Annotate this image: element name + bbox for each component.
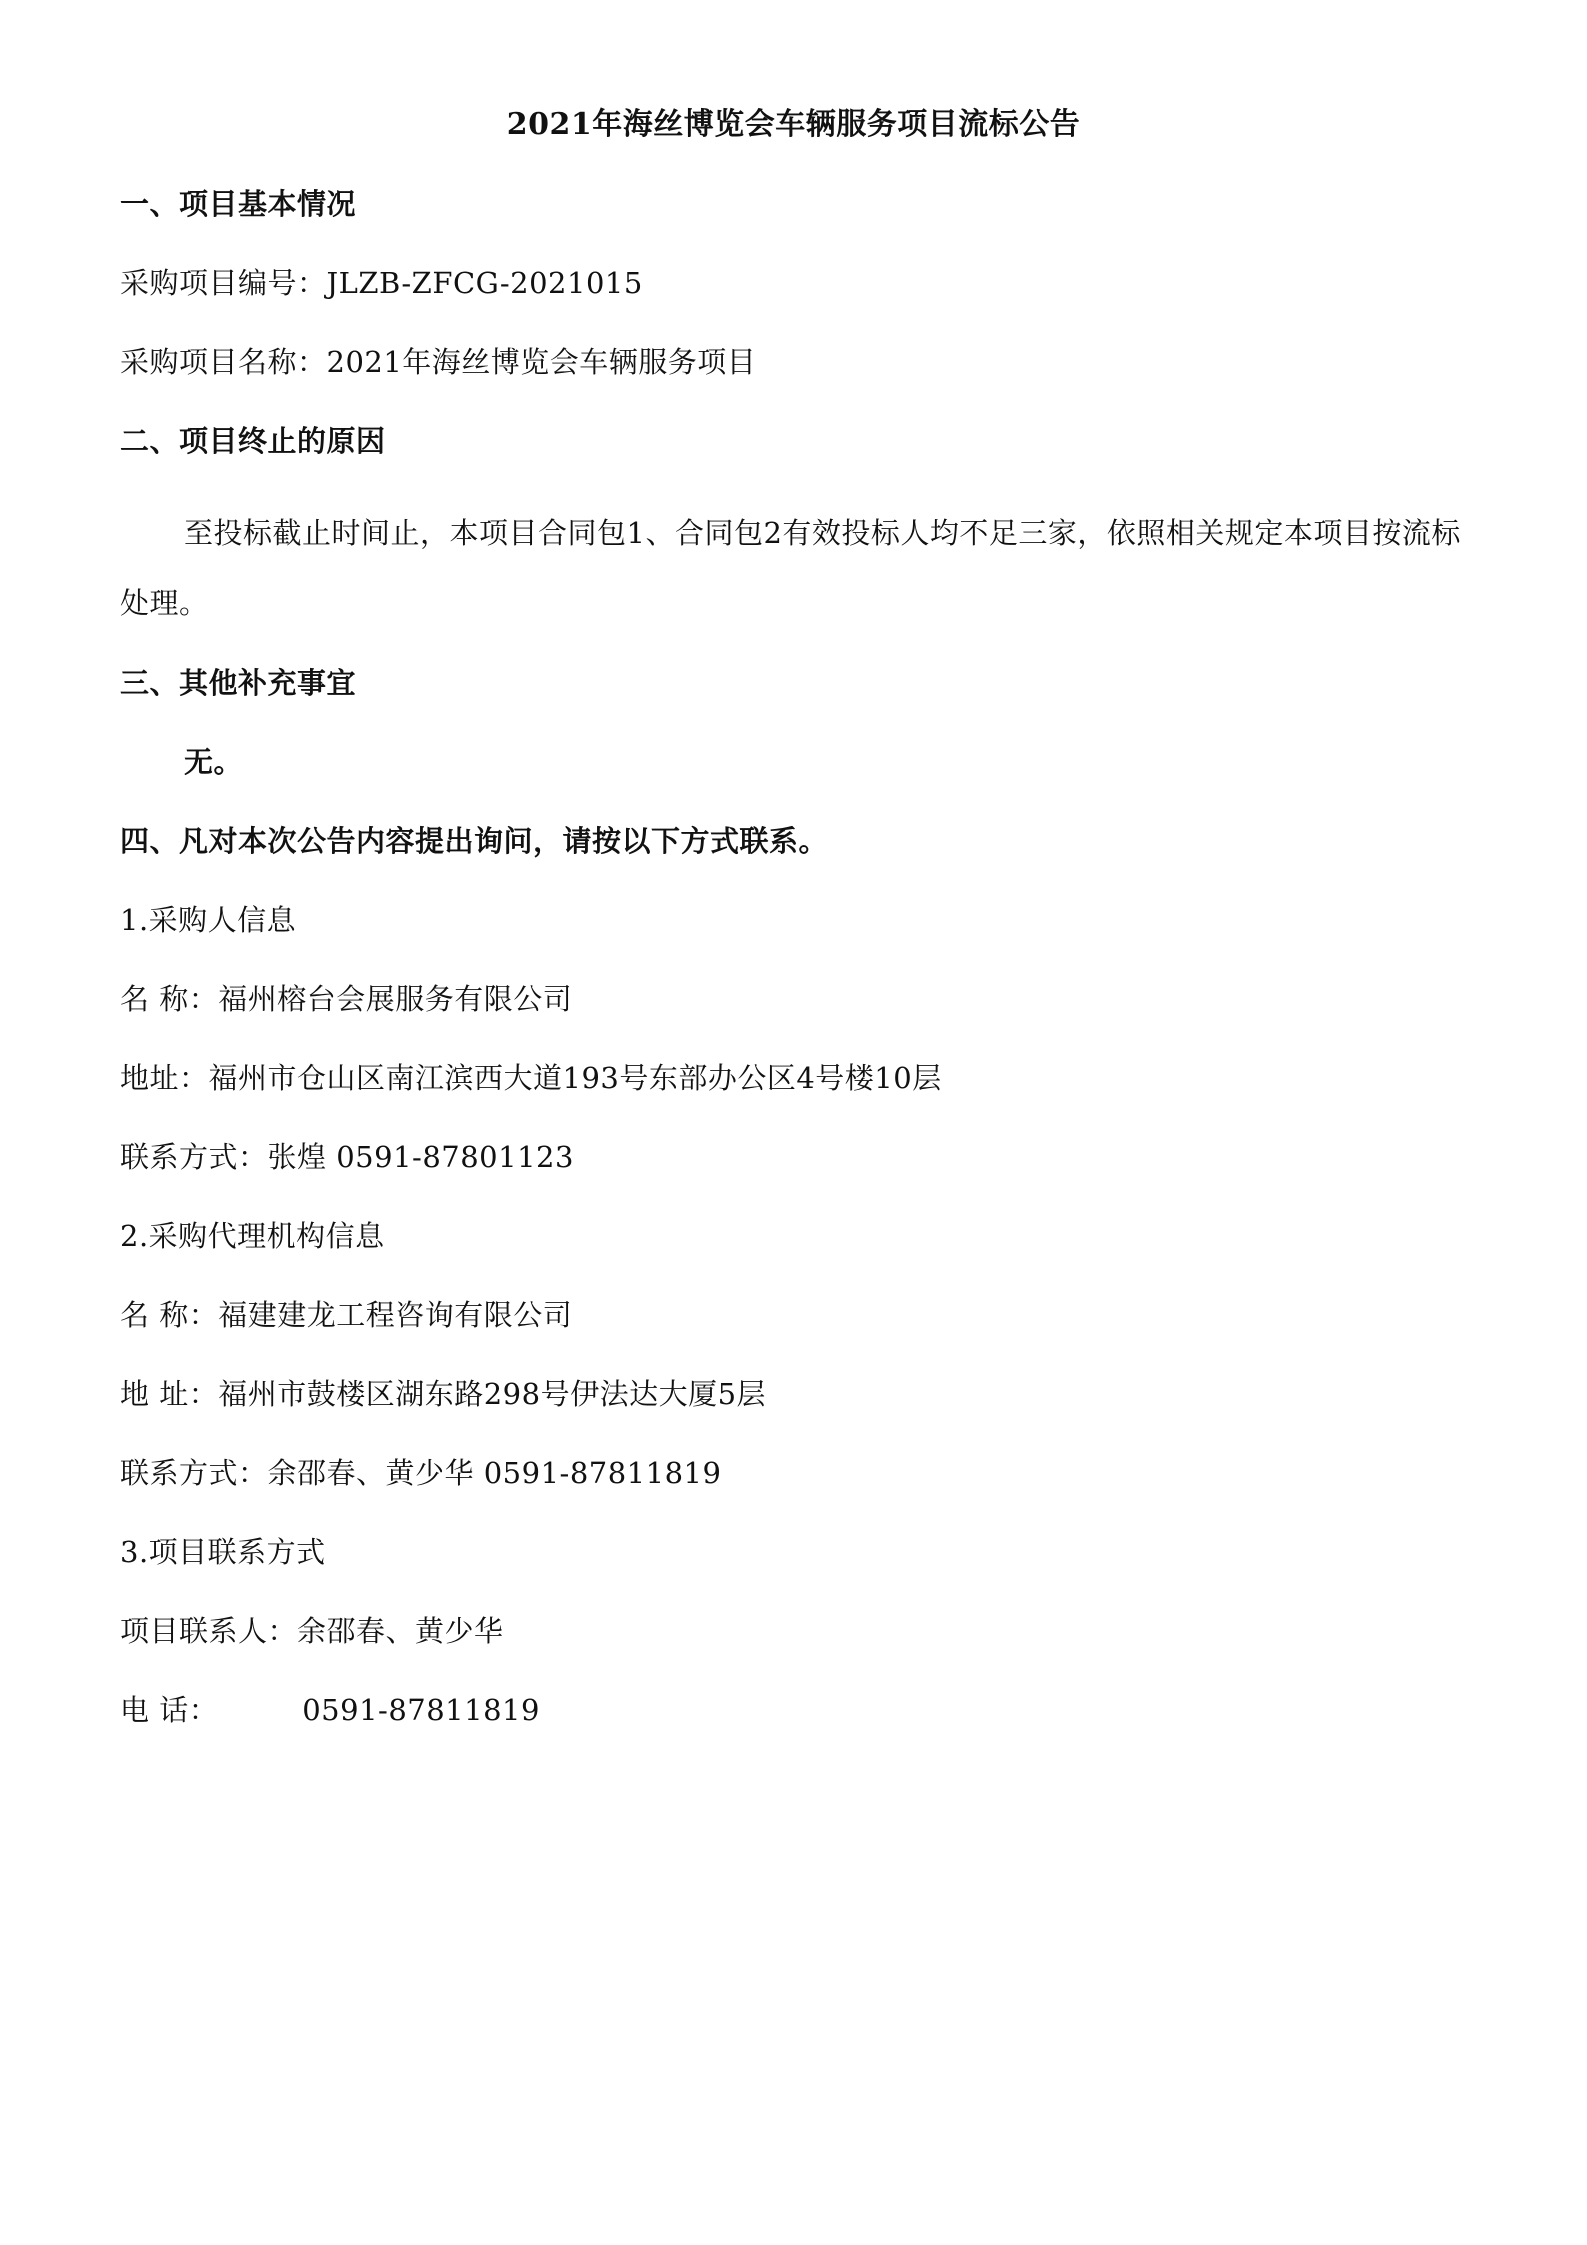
project-contact-label: 3.项目联系方式 — [120, 1535, 326, 1569]
phone-number: 0591-87811819 — [302, 1693, 540, 1727]
project-number: 采购项目编号：JLZB-ZFCG-2021015 — [120, 266, 643, 300]
agency-info-label: 2.采购代理机构信息 — [120, 1219, 385, 1253]
section2-heading: 二、项目终止的原因 — [120, 424, 386, 458]
agency-contact: 联系方式：余邵春、黄少华 0591-87811819 — [120, 1456, 722, 1490]
purchaser-address: 地址：福州市仓山区南江滨西大道193号东部办公区4号楼10层 — [120, 1061, 942, 1095]
purchaser-name: 名 称：福州榕台会展服务有限公司 — [120, 982, 573, 1016]
project-contact-person: 项目联系人：余邵春、黄少华 — [120, 1614, 504, 1648]
section3-heading: 三、其他补充事宜 — [120, 666, 357, 700]
agency-address: 地 址：福州市鼓楼区湖东路298号伊法达大厦5层 — [120, 1377, 767, 1411]
termination-reason: 至投标截止时间止，本项目合同包1、合同包2有效投标人均不足三家，依照相关规定本项目按流标处理。 — [120, 516, 1461, 620]
project-contact-phone-row — [120, 1690, 540, 1730]
section4-heading: 四、凡对本次公告内容提出询问，请按以下方式联系。 — [120, 824, 829, 858]
page-title: 2021年海丝博览会车辆服务项目流标公告 — [506, 107, 1081, 142]
purchaser-info-label: 1.采购人信息 — [120, 903, 297, 937]
supplementary-content: 无。 — [184, 745, 244, 779]
section1-heading: 一、项目基本情况 — [120, 187, 357, 221]
phone-label: 电 话： — [120, 1693, 219, 1727]
project-name: 采购项目名称：2021年海丝博览会车辆服务项目 — [120, 345, 757, 379]
agency-name: 名 称：福建建龙工程咨询有限公司 — [120, 1298, 573, 1332]
purchaser-contact: 联系方式：张煌 0591-87801123 — [120, 1140, 574, 1174]
